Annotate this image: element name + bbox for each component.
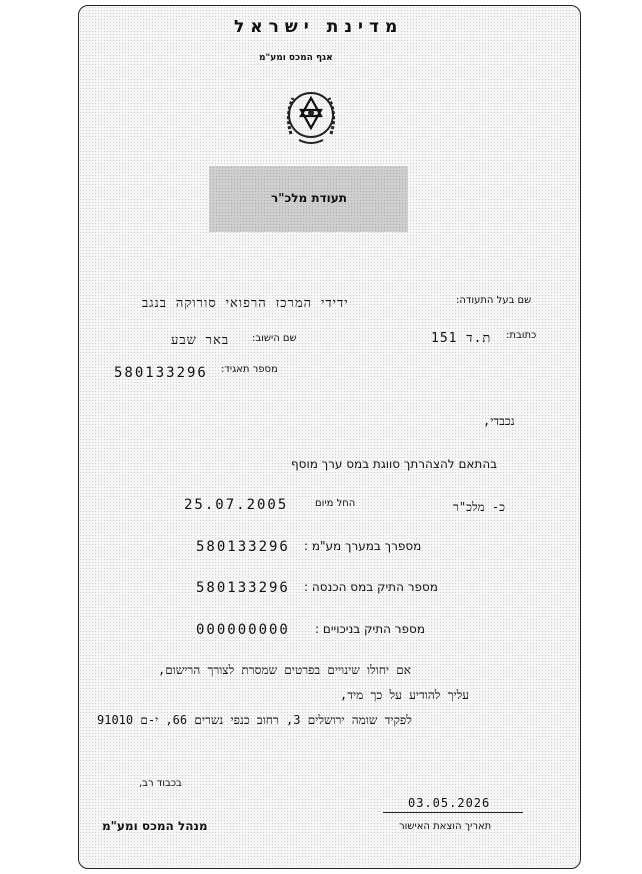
deductions-value: 000000000 bbox=[196, 622, 290, 638]
issue-date-value: 03.05.2026 bbox=[408, 796, 491, 810]
from-date-label: החל מיום bbox=[315, 498, 356, 509]
certificate-title: תעודת מלכ"ר bbox=[271, 191, 347, 205]
notice-line-1: אם יחולו שינויים בפרטים שמסרת לצורך הרישום, bbox=[158, 663, 411, 677]
city-label: שם הישוב: bbox=[252, 333, 297, 344]
address-label: כתובת: bbox=[506, 330, 537, 341]
certificate-title-box bbox=[209, 166, 408, 232]
notice-line-3: לפקיד שומה ירושלים 3, רחוב כנפי נשרים 66, י-ם 91010 bbox=[97, 713, 412, 727]
city-value: באר שבע bbox=[171, 333, 230, 348]
holder-value: ידידי המרכז הרפואי סורוקה בנגב bbox=[142, 296, 349, 311]
state-emblem-icon bbox=[279, 82, 343, 148]
income-tax-label: מספר התיק במס הכנסה : bbox=[304, 580, 438, 594]
notice-line-2: עליך להודיע על כך מיד, bbox=[340, 688, 470, 702]
salutation: נכבדי, bbox=[483, 414, 515, 428]
address-value: ת.ד 151 bbox=[431, 331, 492, 346]
regards-text: בכבוד רב, bbox=[139, 778, 182, 789]
signature-title: מנהל המכס ומע"מ bbox=[102, 819, 208, 833]
corp-number-label: מספר תאגיד: bbox=[221, 364, 278, 375]
deductions-label: מספר התיק בניכויים : bbox=[315, 622, 425, 636]
state-title: מדינת ישראל bbox=[234, 17, 404, 37]
vat-number-label: מספרך במערך מע"מ : bbox=[304, 539, 422, 553]
corp-number-value: 580133296 bbox=[114, 365, 208, 381]
department-subtitle: אגף המכס ומע"מ bbox=[259, 53, 333, 63]
certificate-document bbox=[78, 5, 581, 869]
from-date-value: 25.07.2005 bbox=[184, 497, 289, 513]
issue-date-label: תאריך הוצאת האישור bbox=[399, 821, 492, 832]
intro-text: בהתאם להצהרתך סווגת במס ערך מוסף bbox=[291, 457, 498, 471]
vat-number-value: 580133296 bbox=[196, 539, 290, 555]
holder-label: שם בעל התעודה: bbox=[456, 295, 532, 306]
issue-date-line bbox=[383, 812, 523, 813]
income-tax-value: 580133296 bbox=[196, 580, 290, 596]
classification-label: כ- מלכ"ר bbox=[453, 500, 506, 514]
